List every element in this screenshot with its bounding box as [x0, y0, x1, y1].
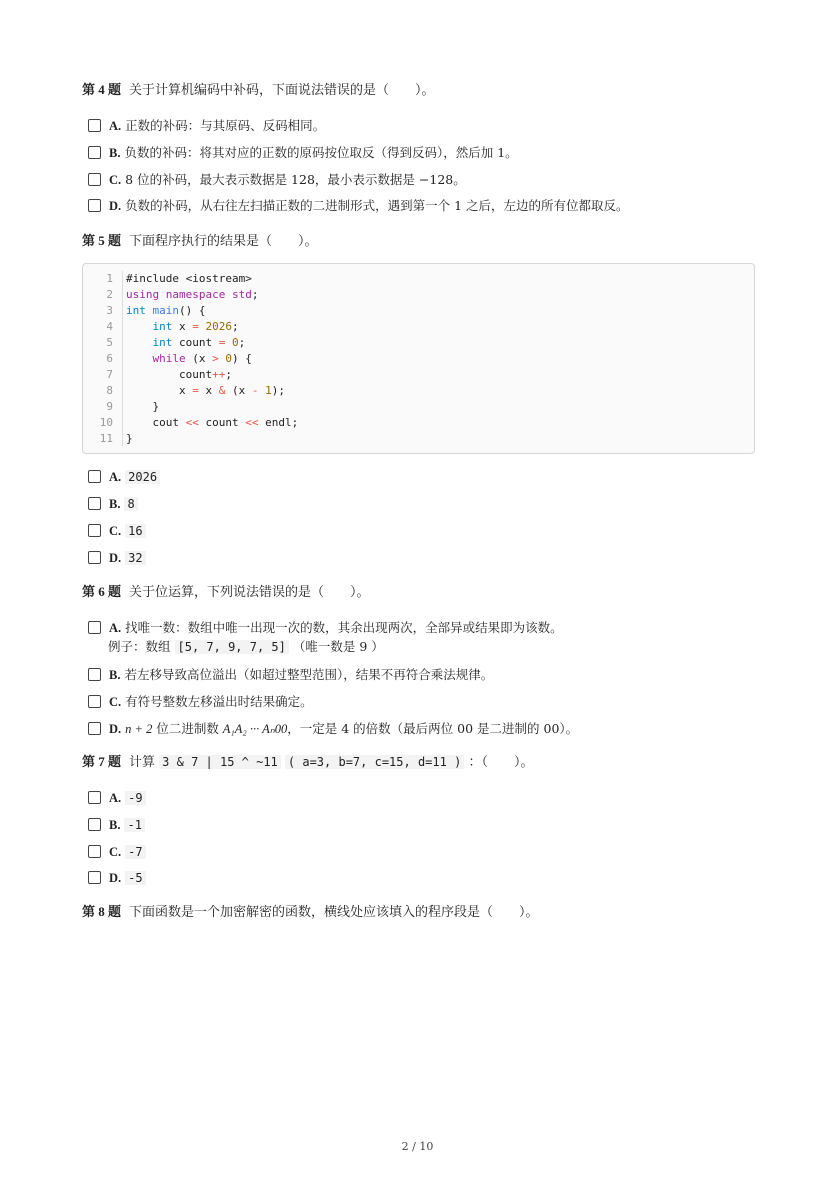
- line-number: 3: [106, 304, 113, 317]
- checkbox[interactable]: [88, 173, 101, 186]
- checkbox[interactable]: [88, 818, 101, 831]
- option-text: 负数的补码，从右往左扫描正数的二进制形式，遇到第一个 1 之后，左边的所有位都取反。: [125, 198, 629, 213]
- checkbox[interactable]: [88, 722, 101, 735]
- option-letter: C.: [109, 845, 122, 859]
- question-number: 第 6 题: [82, 584, 122, 599]
- option-letter: A.: [109, 621, 122, 635]
- code-line: }: [126, 400, 160, 413]
- option-letter: D.: [109, 551, 122, 565]
- checkbox[interactable]: [88, 551, 101, 564]
- option-text: 16: [125, 524, 145, 538]
- code-block: [82, 263, 755, 454]
- option-letter: B.: [109, 497, 121, 511]
- question-7-title: [82, 753, 533, 772]
- code-line: int count = 0;: [152, 336, 246, 349]
- option-text: 若左移导致高位溢出（如超过整型范围），结果不再符合乘法规律。: [124, 667, 494, 682]
- q6-option-d[interactable]: [88, 720, 578, 738]
- option-letter: A.: [109, 119, 122, 133]
- code-line: #include <iostream>: [126, 272, 252, 285]
- line-number: 6: [106, 352, 113, 365]
- option-text: 正数的补码：与其原码、反码相同。: [125, 118, 326, 133]
- q6-option-a[interactable]: [88, 619, 563, 637]
- question-number: 第 8 题: [82, 904, 122, 919]
- checkbox[interactable]: [88, 497, 101, 510]
- checkbox[interactable]: [88, 845, 101, 858]
- q7-option-c[interactable]: [88, 843, 146, 861]
- line-number: 2: [106, 288, 113, 301]
- option-text: ，一定是 4 的倍数（最后两位 00 是二进制的 00）。: [287, 721, 579, 736]
- q6-option-c[interactable]: [88, 693, 313, 711]
- q5-option-c[interactable]: [88, 522, 146, 540]
- line-number: 9: [106, 400, 113, 413]
- option-text: 找唯一数：数组中唯一出现一次的数，其余出现两次，全部异或结果即为该数。: [125, 620, 563, 635]
- example-label: 例子：数组: [108, 639, 171, 654]
- q4-option-d[interactable]: [88, 197, 629, 215]
- option-letter: C.: [109, 695, 122, 709]
- option-letter: C.: [109, 173, 122, 187]
- question-text: 下面程序执行的结果是（ ）。: [129, 234, 318, 249]
- option-letter: A.: [109, 470, 122, 484]
- checkbox[interactable]: [88, 119, 101, 132]
- checkbox[interactable]: [88, 621, 101, 634]
- option-text: -7: [125, 845, 145, 859]
- q6-option-a-example: [108, 638, 384, 656]
- option-text: -9: [125, 791, 145, 805]
- checkbox[interactable]: [88, 871, 101, 884]
- option-letter: D.: [109, 871, 122, 885]
- q7-option-a[interactable]: [88, 789, 146, 807]
- checkbox[interactable]: [88, 470, 101, 483]
- question-number: 第 7 题: [82, 754, 122, 769]
- option-letter: C.: [109, 524, 122, 538]
- option-letter: A.: [109, 791, 122, 805]
- line-number: 11: [99, 432, 113, 445]
- option-text: 32: [125, 551, 145, 565]
- q7-option-d[interactable]: [88, 869, 146, 887]
- option-text: 位二进制数: [152, 721, 223, 736]
- option-text: 负数的补码：将其对应的正数的原码按位取反（得到反码），然后加 1。: [124, 145, 518, 160]
- question-text: 下面函数是一个加密解密的函数，横线处应该填入的程序段是（ ）。: [129, 905, 539, 920]
- option-text: -1: [124, 818, 144, 832]
- code-line: int x = 2026;: [152, 320, 239, 333]
- checkbox[interactable]: [88, 199, 101, 212]
- example-note: （唯一数是 9 ）: [292, 639, 384, 654]
- code-line: using namespace std;: [126, 288, 259, 301]
- q5-option-a[interactable]: [88, 468, 160, 486]
- code-line: count++;: [126, 368, 232, 381]
- question-4-title: [82, 81, 435, 100]
- code-gutter: [122, 271, 123, 446]
- question-5-title: [82, 232, 318, 251]
- option-text: -5: [125, 871, 145, 885]
- page-number: 2 / 10: [401, 1140, 434, 1153]
- question-text: 关于计算机编码中补码，下面说法错误的是（ ）。: [129, 83, 435, 98]
- line-number: 5: [106, 336, 113, 349]
- q5-option-d[interactable]: [88, 549, 146, 567]
- code-line: }: [126, 432, 133, 445]
- code-line: x = x & (x - 1);: [126, 384, 285, 397]
- line-number: 1: [106, 272, 113, 285]
- question-number: 第 5 题: [82, 233, 122, 248]
- question-6-title: [82, 583, 370, 602]
- option-letter: D.: [109, 199, 122, 213]
- option-letter: D.: [109, 722, 122, 736]
- code-line: while (x > 0) {: [152, 352, 252, 365]
- q6-option-b[interactable]: [88, 666, 493, 684]
- question-text: 关于位运算，下列说法错误的是（ ）。: [129, 585, 370, 600]
- option-text: 2026: [125, 470, 160, 484]
- question-number: 第 4 题: [82, 82, 122, 97]
- code-line: cout << count << endl;: [126, 416, 299, 429]
- line-number: 4: [106, 320, 113, 333]
- math-expression: A₁A₂ ··· Aₙ00: [222, 722, 288, 736]
- q4-option-c[interactable]: [88, 171, 466, 189]
- q4-option-b[interactable]: [88, 144, 518, 162]
- option-letter: B.: [109, 668, 121, 682]
- checkbox[interactable]: [88, 668, 101, 681]
- expression-code: 3 & 7 | 15 ^ ~11: [159, 755, 281, 769]
- option-letter: B.: [109, 146, 121, 160]
- checkbox[interactable]: [88, 791, 101, 804]
- checkbox[interactable]: [88, 695, 101, 708]
- q4-option-a[interactable]: [88, 117, 325, 135]
- code-line: int main() {: [126, 304, 206, 317]
- question-8-title: [82, 903, 539, 922]
- q5-option-b[interactable]: [88, 495, 138, 513]
- option-text: 8 位的补码，最大表示数据是 128，最小表示数据是 −128。: [125, 172, 466, 187]
- math-expression: n + 2: [125, 722, 153, 736]
- line-number: 7: [106, 368, 113, 381]
- question-text: ：（ ）。: [468, 755, 534, 770]
- option-text: 8: [124, 497, 137, 511]
- variables-code: ( a=3, b=7, c=15, d=11 ): [285, 755, 464, 769]
- example-code: [5, 7, 9, 7, 5]: [175, 640, 289, 654]
- checkbox[interactable]: [88, 524, 101, 537]
- line-number: 10: [99, 416, 113, 429]
- option-text: 有符号整数左移溢出时结果确定。: [125, 694, 313, 709]
- question-text: 计算: [129, 755, 156, 770]
- q7-option-b[interactable]: [88, 816, 145, 834]
- line-number: 8: [106, 384, 113, 397]
- option-letter: B.: [109, 818, 121, 832]
- checkbox[interactable]: [88, 146, 101, 159]
